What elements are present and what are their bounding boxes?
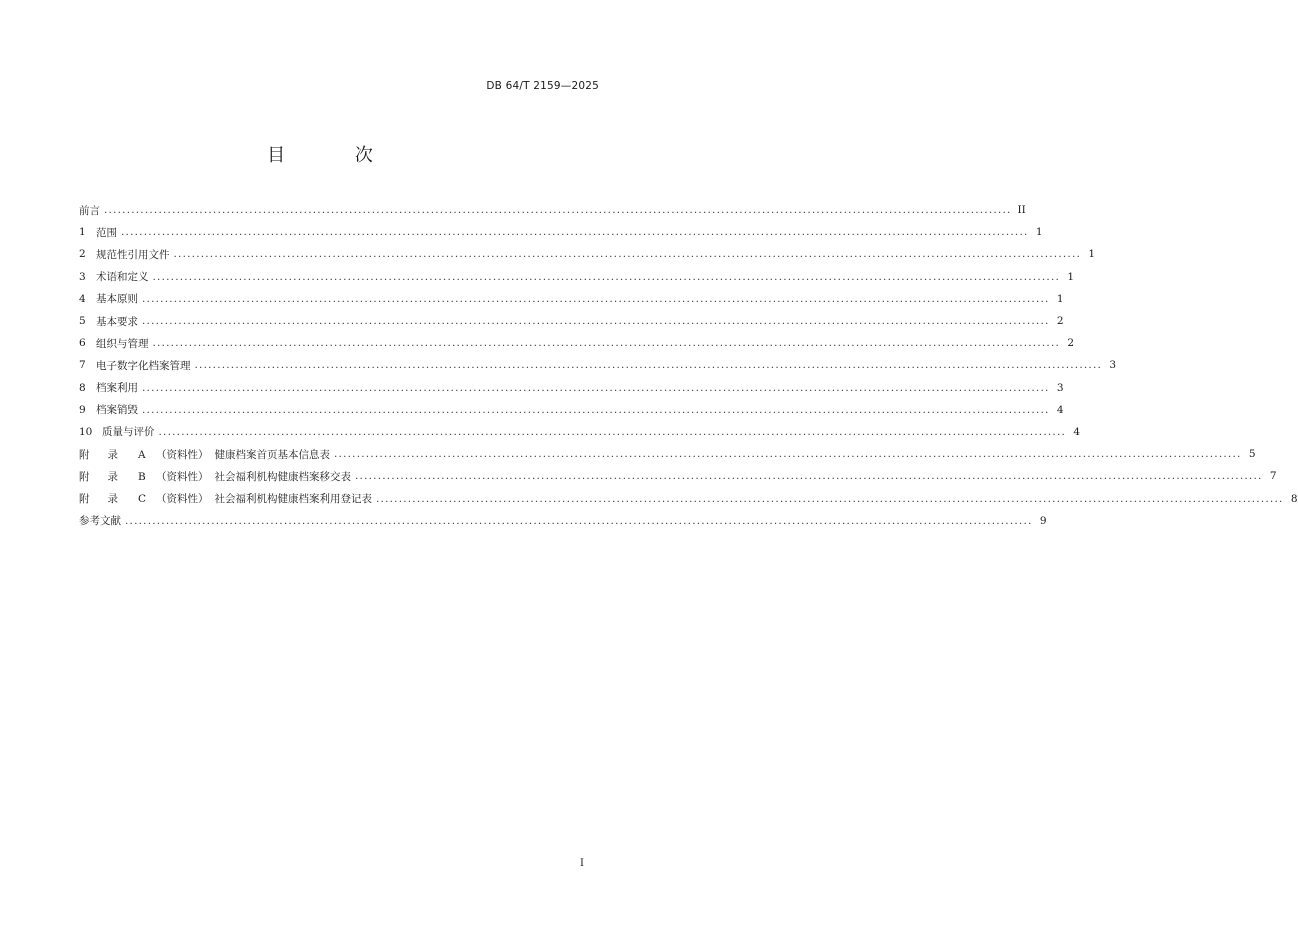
toc-leader-dots: ........................................................................................................................................................................................................ bbox=[194, 359, 1103, 372]
toc-entry-page: 4 bbox=[1073, 425, 1081, 438]
toc-leader-dots: ........................................................................................................................................................................................................ bbox=[142, 403, 1050, 416]
appendix-title: 社会福利机构健康档案利用登记表 bbox=[214, 493, 372, 506]
appendix-letter: B bbox=[138, 470, 146, 483]
toc-entry-number: 5 bbox=[79, 315, 86, 328]
toc-leader-dots: ........................................................................................................................................................................................................ bbox=[355, 470, 1263, 483]
toc-entry-number: 1 bbox=[79, 226, 86, 239]
appendix-type: （资料性） bbox=[156, 448, 209, 461]
toc-entry-10[interactable] bbox=[79, 421, 1081, 443]
toc-entry-label: 档案销毁 bbox=[96, 404, 138, 417]
toc-entry-7[interactable] bbox=[79, 354, 1117, 376]
appendix-letter: C bbox=[138, 493, 147, 506]
toc-appendix-heading bbox=[79, 491, 376, 506]
toc-leader-dots: ........................................................................................................................................................................................................ bbox=[152, 270, 1061, 283]
table-of-contents bbox=[79, 199, 1298, 532]
toc-entry-number: 9 bbox=[79, 403, 86, 416]
toc-entry-8[interactable] bbox=[79, 377, 1064, 399]
toc-entry-page: 5 bbox=[1248, 448, 1256, 461]
toc-entry-label: 术语和定义 bbox=[96, 271, 149, 284]
toc-leader-dots: ........................................................................................................................................................................................................ bbox=[376, 492, 1284, 505]
toc-entry-label: 组织与管理 bbox=[96, 337, 149, 350]
document-code: DB 64/T 2159—2025 bbox=[486, 80, 599, 92]
toc-leader-dots: ........................................................................................................................................................................................................ bbox=[152, 337, 1061, 350]
toc-entry-number: 2 bbox=[79, 248, 86, 261]
toc-leader-dots: ........................................................................................................................................................................................................ bbox=[121, 226, 1029, 239]
toc-entry-label: 质量与评价 bbox=[102, 426, 155, 439]
appendix-letter: A bbox=[138, 448, 146, 461]
toc-entry-number: 10 bbox=[79, 425, 93, 438]
page-title: 目 次 bbox=[267, 145, 405, 166]
appendix-type: （资料性） bbox=[156, 493, 209, 506]
toc-entry-page: 2 bbox=[1067, 337, 1075, 350]
toc-entry-2[interactable] bbox=[79, 243, 1096, 265]
toc-entry-references[interactable] bbox=[79, 510, 1047, 532]
toc-entry-page: 9 bbox=[1039, 514, 1047, 527]
toc-entry-page: II bbox=[1017, 204, 1026, 217]
toc-leader-dots: ........................................................................................................................................................................................................ bbox=[173, 248, 1082, 261]
toc-entry-page: 1 bbox=[1056, 292, 1064, 305]
toc-entry-foreword[interactable] bbox=[79, 199, 1026, 221]
toc-entry-page: 1 bbox=[1088, 248, 1096, 261]
toc-leader-dots: ........................................................................................................................................................................................................ bbox=[142, 292, 1050, 305]
toc-entry-label: 档案利用 bbox=[96, 382, 138, 395]
toc-leader-dots: ........................................................................................................................................................................................................ bbox=[142, 315, 1050, 328]
appendix-title: 健康档案首页基本信息表 bbox=[214, 448, 330, 461]
toc-entry-5[interactable] bbox=[79, 310, 1064, 332]
toc-entry-number: 7 bbox=[79, 359, 86, 372]
toc-entry-6[interactable] bbox=[79, 332, 1075, 354]
toc-entry-label: 基本原则 bbox=[96, 293, 138, 306]
toc-entry-label: 电子数字化档案管理 bbox=[96, 359, 191, 372]
page-number: I bbox=[580, 858, 584, 869]
toc-entry-page: 8 bbox=[1290, 492, 1298, 505]
toc-entry-number: 6 bbox=[79, 337, 86, 350]
toc-entry-page: 2 bbox=[1056, 315, 1064, 328]
toc-entry-number: 3 bbox=[79, 270, 86, 283]
toc-entry-label: 规范性引用文件 bbox=[96, 248, 170, 261]
appendix-title: 社会福利机构健康档案移交表 bbox=[214, 470, 351, 483]
appendix-prefix: 附录 bbox=[79, 493, 136, 506]
toc-entry-label: 前言 bbox=[79, 204, 100, 217]
toc-entry-page: 3 bbox=[1109, 359, 1117, 372]
toc-leader-dots: ........................................................................................................................................................................................................ bbox=[125, 514, 1033, 527]
toc-entry-appendix-c[interactable] bbox=[79, 487, 1298, 509]
toc-entry-appendix-b[interactable] bbox=[79, 465, 1277, 487]
toc-entry-page: 3 bbox=[1056, 381, 1064, 394]
toc-entry-appendix-a[interactable] bbox=[79, 443, 1256, 465]
toc-entry-1[interactable] bbox=[79, 221, 1043, 243]
toc-entry-label: 基本要求 bbox=[96, 315, 138, 328]
toc-entry-3[interactable] bbox=[79, 266, 1075, 288]
toc-entry-page: 1 bbox=[1035, 226, 1043, 239]
toc-entry-number: 4 bbox=[79, 292, 86, 305]
toc-leader-dots: ........................................................................................................................................................................................................ bbox=[104, 204, 1012, 217]
toc-entry-page: 1 bbox=[1067, 270, 1075, 283]
toc-entry-number: 8 bbox=[79, 381, 86, 394]
appendix-type: （资料性） bbox=[156, 470, 209, 483]
toc-entry-4[interactable] bbox=[79, 288, 1064, 310]
toc-appendix-heading bbox=[79, 469, 355, 484]
appendix-prefix: 附录 bbox=[79, 470, 136, 483]
toc-entry-page: 7 bbox=[1269, 470, 1277, 483]
toc-leader-dots: ........................................................................................................................................................................................................ bbox=[142, 381, 1050, 394]
toc-entry-label: 参考文献 bbox=[79, 515, 121, 528]
toc-appendix-heading bbox=[79, 447, 334, 462]
appendix-prefix: 附录 bbox=[79, 448, 136, 461]
toc-entry-9[interactable] bbox=[79, 399, 1064, 421]
toc-leader-dots: ........................................................................................................................................................................................................ bbox=[334, 448, 1242, 461]
toc-entry-page: 4 bbox=[1056, 403, 1064, 416]
toc-entry-label: 范围 bbox=[96, 226, 117, 239]
toc-leader-dots: ........................................................................................................................................................................................................ bbox=[158, 425, 1067, 438]
